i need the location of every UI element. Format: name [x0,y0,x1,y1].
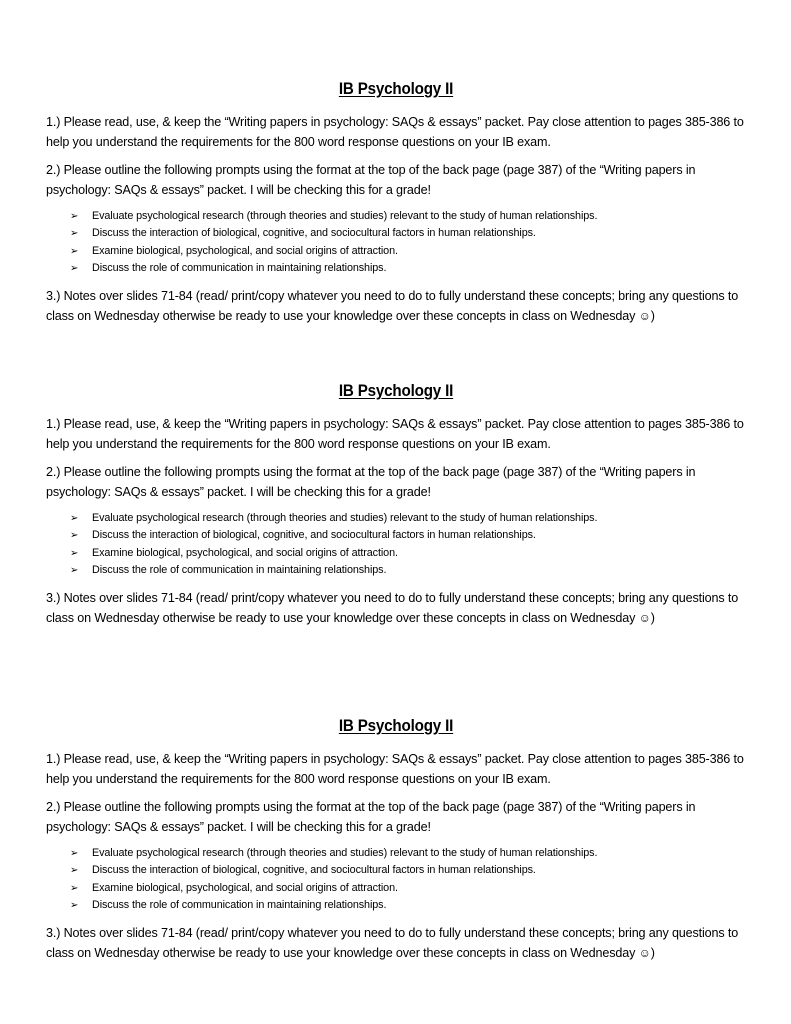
arrowhead-bullet-icon: ➢ [70,245,79,257]
arrowhead-bullet-icon: ➢ [70,263,79,275]
instruction-2: 2.) Please outline the following prompts using the format at the top of the back page (page 387) of the “Writing papers in psychology: SAQs & essays” packet. I will be checking this for a grade! [46,163,696,197]
list-item: ➢ Discuss the interaction of biological, cognitive, and sociocultural factors in human relationships. [70,862,746,879]
list-item: ➢ Examine biological, psychological, and social origins of attraction. [70,545,746,562]
instruction-1: 1.) Please read, use, & keep the “Writing papers in psychology: SAQs & essays” packet. Pay close attention to pages 385-386 to help you understand the requirements for the 800 word response questions on your IB exam. [46,115,744,149]
list-item: ➢ Examine biological, psychological, and social origins of attraction. [70,880,746,897]
list-item: ➢ Discuss the role of communication in maintaining relationships. [70,260,746,277]
arrowhead-bullet-icon: ➢ [70,547,79,559]
list-item: ➢ Discuss the role of communication in maintaining relationships. [70,897,746,914]
prompt-list [46,510,746,580]
list-item: ➢ Evaluate psychological research (through theories and studies) relevant to the study of human relationships. [70,845,746,862]
arrowhead-bullet-icon: ➢ [70,565,79,577]
instruction-3: 3.) Notes over slides 71-84 (read/ print/copy whatever you need to do to fully understand these concepts; bring any questions to class on Wednesday otherwise be ready to use your knowledge over these concepts in class on Wednesday ☺) [46,286,746,326]
instruction-1: 1.) Please read, use, & keep the “Writing papers in psychology: SAQs & essays” packet. Pay close attention to pages 385-386 to help you understand the requirements for the 800 word response questions on your IB exam. [46,417,744,451]
smiley-icon: ☺ [638,610,651,625]
arrowhead-bullet-icon: ➢ [70,865,79,877]
arrowhead-bullet-icon: ➢ [70,530,79,542]
instruction-2: 2.) Please outline the following prompts using the format at the top of the back page (page 387) of the “Writing papers in psychology: SAQs & essays” packet. I will be checking this for a grade! [46,465,696,499]
smiley-icon: ☺ [638,308,651,323]
list-item: ➢ Discuss the interaction of biological, cognitive, and sociocultural factors in human relationships. [70,225,746,242]
list-item: ➢ Examine biological, psychological, and social origins of attraction. [70,243,746,260]
instruction-1: 1.) Please read, use, & keep the “Writing papers in psychology: SAQs & essays” packet. Pay close attention to pages 385-386 to help you understand the requirements for the 800 word response questions on your IB exam. [46,752,744,786]
list-item: ➢ Evaluate psychological research (through theories and studies) relevant to the study of human relationships. [70,208,746,225]
prompt-list [46,208,746,278]
assignment-section-3 [46,717,746,971]
section-title: IB Psychology II [338,382,454,400]
list-item: ➢ Evaluate psychological research (through theories and studies) relevant to the study of human relationships. [70,510,746,527]
arrowhead-bullet-icon: ➢ [70,882,79,894]
smiley-icon: ☺ [638,945,651,960]
list-item: ➢ Discuss the interaction of biological, cognitive, and sociocultural factors in human relationships. [70,527,746,544]
arrowhead-bullet-icon: ➢ [70,228,79,240]
instruction-3: 3.) Notes over slides 71-84 (read/ print/copy whatever you need to do to fully understand these concepts; bring any questions to class on Wednesday otherwise be ready to use your knowledge over these concepts in class on Wednesday ☺) [46,923,746,963]
arrowhead-bullet-icon: ➢ [70,211,79,222]
instruction-2: 2.) Please outline the following prompts using the format at the top of the back page (page 387) of the “Writing papers in psychology: SAQs & essays” packet. I will be checking this for a grade! [46,800,696,834]
arrowhead-bullet-icon: ➢ [70,900,79,912]
section-title: IB Psychology II [338,80,454,98]
assignment-section-1 [46,80,746,334]
arrowhead-bullet-icon: ➢ [70,513,79,524]
assignment-section-2 [46,382,746,636]
section-title: IB Psychology II [338,717,454,735]
prompt-list [46,845,746,915]
list-item: ➢ Discuss the role of communication in maintaining relationships. [70,562,746,579]
arrowhead-bullet-icon: ➢ [70,848,79,859]
instruction-3: 3.) Notes over slides 71-84 (read/ print/copy whatever you need to do to fully understand these concepts; bring any questions to class on Wednesday otherwise be ready to use your knowledge over these concepts in class on Wednesday ☺) [46,588,746,628]
